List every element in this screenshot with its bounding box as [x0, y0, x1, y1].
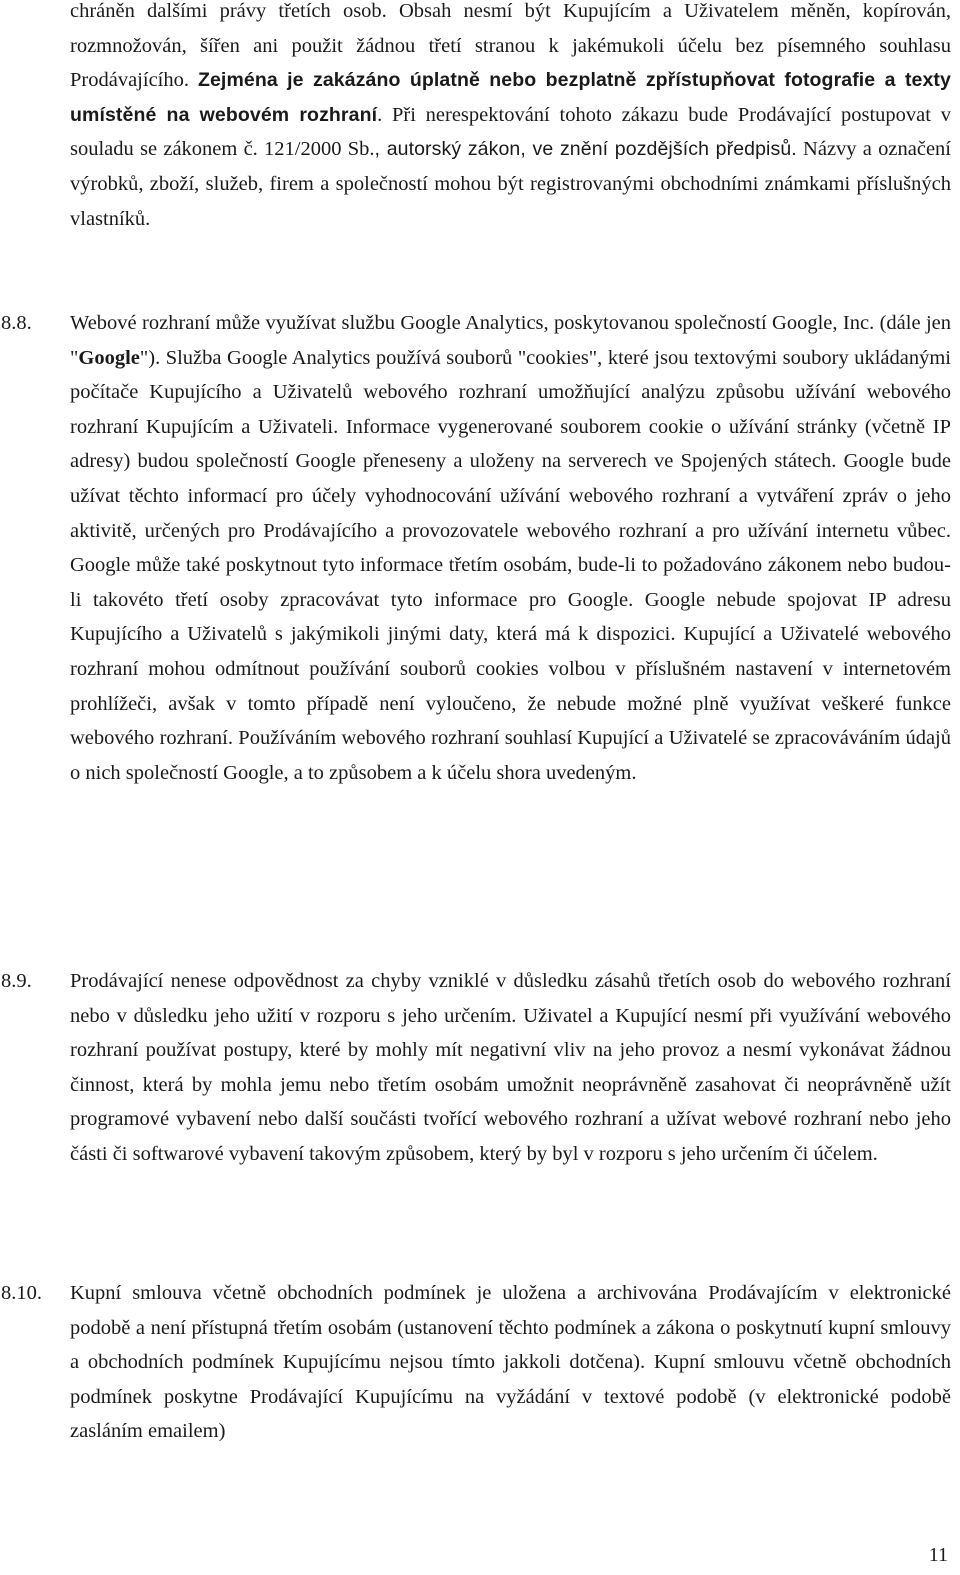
clause-8-8-text: [70, 306, 951, 790]
clause-number-8-8: 8.8.: [1, 312, 32, 334]
google-defined-term: Google: [78, 346, 140, 369]
prohibition-bold-text: Zejména je zakázáno úplatně nebo bezplatně zpřístupňovat fotografie a texty umístěné na webovém rozhraní: [70, 69, 951, 126]
clause-8-10-text: Kupní smlouva včetně obchodních podmínek je uložena a archivována Prodávajícím v elektronické podobě a není přístupná třetím osobám (ustanovení těchto podmínek a zákona o poskytnutí kupní smlouvy a obchodních podmínek Kupujícímu nejsou tímto jakkoli dotčena). Kupní smlouvu včetně obchodních podmínek poskytne Prodávající Kupujícímu na vyžádání v textové podobě (v elektronické podobě zasláním emailem): [70, 1282, 951, 1443]
clause-number-8-9: 8.9.: [1, 970, 32, 992]
clause-number-8-10: 8.10.: [1, 1282, 42, 1304]
copyright-act-text: , autorský zákon, ve znění pozdějších předpisů.: [374, 138, 797, 161]
clause-8-8-part-3: "). Služba Google Analytics používá souborů "cookies", které jsou textovými soubory ukládanými počítače Kupujícího a Uživatelů webového rozhraní umožňující analýzu způsobu užívání webového rozhraní Kupujícím a Uživateli. Informace vygenerované souborem cookie o užívání stránky (včetně IP adresy) budou společností Google přeneseny a uloženy na serverech ve Spojených státech. Google bude užívat těchto informací pro účely vyhodnocování užívání webového rozhraní a vytváření zpráv o jeho aktivitě, určených pro Prodávajícího a provozovatele webového rozhraní a pro užívání internetu vůbec. Google může také poskytnout tyto informace třetím osobám, bude-li to požadováno zákonem nebo budou-li takovéto třetí osoby zpracovávat tyto informace pro Google. Google nebude spojovat IP adresu Kupujícího a Uživatelů s jakýmikoli jinými daty, která má k dispozici. Kupující a Uživatelé webového rozhraní mohou odmítnout používání souborů cookies volbou v příslušném nastavení v internetovém prohlížeči, avšak v tomto případě není vyloučeno, že nebude možné plně využívat veškeré funkce webového rozhraní. Používáním webového rozhraní souhlasí Kupující a Uživatelé se zpracováváním údajů o nich společností Google, a to způsobem a k účelu shora uvedeným.: [70, 346, 951, 784]
continuation-text-3: . Při nerespektování tohoto zákazu bude Prodávající postupovat v souladu se zákonem č. 121/2000 Sb.: [70, 103, 951, 161]
page-number: 11: [928, 1544, 948, 1566]
clause-8-9-text: Prodávající nenese odpovědnost za chyby vzniklé v důsledku zásahů třetích osob do webového rozhraní nebo v důsledku jeho užití v rozporu s jeho určením. Uživatel a Kupující nesmí při využívání webového rozhraní používat postupy, které by mohly mít negativní vliv na jeho provoz a nesmí vykonávat žádnou činnost, která by mohla jemu nebo třetím osobám umožnit neoprávněně zasahovat či neoprávněně užít programové vybavení nebo další součásti tvořící webového rozhraní a užívat webové rozhraní nebo jeho části či softwarové vybavení takovým způsobem, který by byl v rozporu s jeho určením či účelem.: [70, 970, 951, 1165]
clause-8-8-part-1: Webové rozhraní může využívat službu Google Analytics, poskytovanou společností Google, Inc. (dále jen ": [70, 312, 951, 369]
continuation-paragraph: [70, 0, 951, 236]
continuation-text-1: chráněn dalšími právy třetích osob. Obsah nesmí být Kupujícím a Uživatelem měněn, kopírován, rozmnožován, šířen ani použit žádnou třetí stranou k jakémukoli účelu bez písemného souhlasu Prodávajícího.: [70, 0, 951, 92]
continuation-text-5: Názvy a označení výrobků, zboží, služeb, firem a společností mohou být registrovanými obchodními známkami příslušných vlastníků.: [70, 138, 951, 230]
